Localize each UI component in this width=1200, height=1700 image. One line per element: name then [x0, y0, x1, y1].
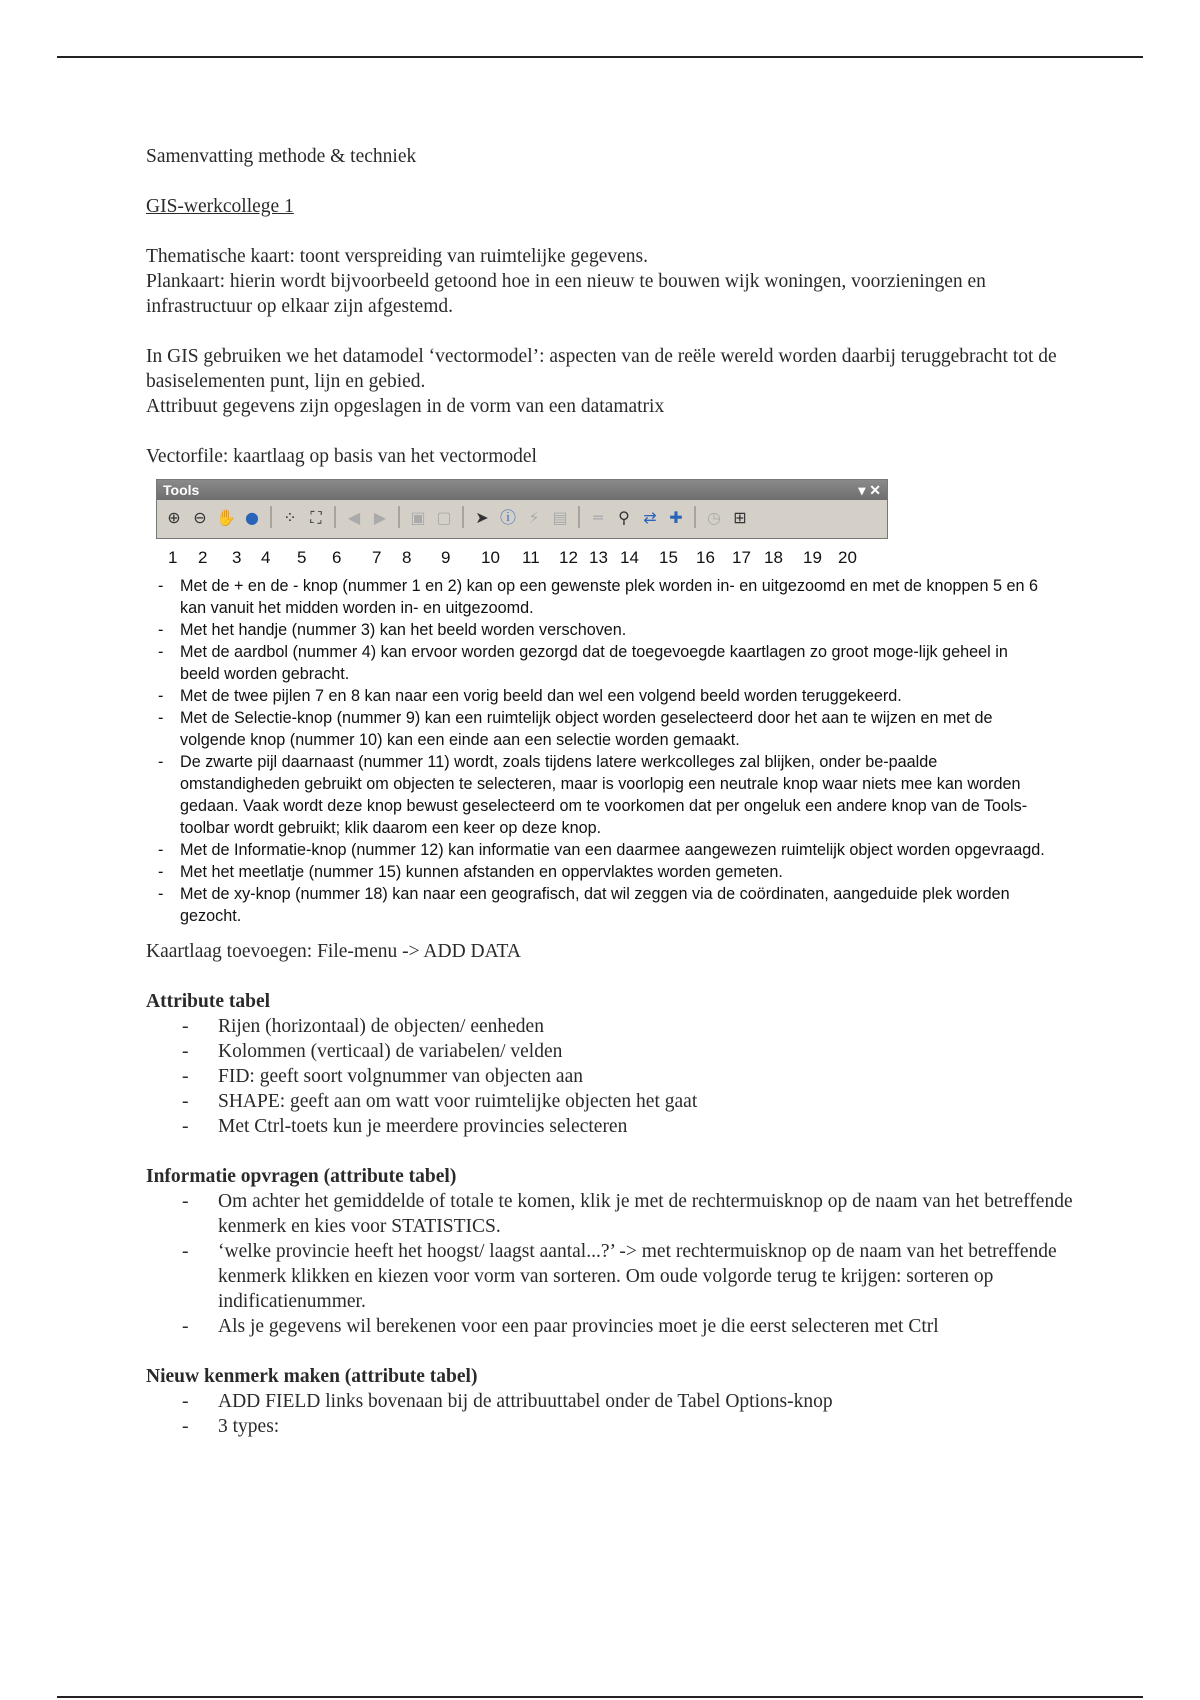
new-field-list: [146, 1389, 1076, 1439]
attribute-list: [146, 1014, 1076, 1139]
document-body: [146, 144, 1076, 1439]
toolbar-number: 18: [764, 548, 783, 567]
zoom-out-icon: ⊖: [193, 507, 207, 527]
toolbar-window-controls: ▾ ✕: [858, 482, 881, 498]
fixed-zoom-out-icon: ⛶: [310, 507, 322, 527]
toolbar-figure: [144, 479, 1045, 927]
list-item: - De zwarte pijl daarnaast (nummer 11) wordt, zoals tijdens latere werkcolleges zal blijken, onder be-paalde omstandigheden gebruikt om objecten te selecteren, maar is voorlopig een neutrale knop waar niets mee kan worden gedaan. Vaak wordt deze knop bewust geselecteerd om te voorkomen dat per ongeluk een andere knop van de Tools-toolbar wordt gebruikt; klik daarom een keer op deze knop.: [180, 751, 1050, 839]
select-elements-icon: ▣: [410, 507, 426, 527]
toolbar-buttons: [157, 500, 887, 534]
toolbar-number: 8: [402, 548, 412, 567]
document-heading: Samenvatting methode & techniek: [146, 146, 417, 167]
fixed-zoom-in-icon: ⁘: [283, 507, 297, 527]
list-item: - Om achter het gemiddelde of totale te komen, klik je met de rechtermuisknop op de naam van het betreffende kenmerk en kies voor STATISTICS.: [218, 1189, 1076, 1239]
toolbar-number: 14: [620, 548, 639, 567]
list-item: - Met het handje (nummer 3) kan het beeld worden verschoven.: [180, 619, 1050, 641]
toolbar-number: 5: [297, 548, 307, 567]
toolbar-number: 6: [332, 548, 342, 567]
section-title: GIS-werkcollege 1: [146, 196, 294, 217]
list-item: - SHAPE: geeft aan om watt voor ruimtelijke objecten het gaat: [218, 1089, 1076, 1114]
toolbar-number: 16: [696, 548, 715, 567]
toolbar-title-bar: [157, 480, 887, 500]
toolbar-number: 7: [372, 548, 382, 567]
forward-arrow-icon: ▶: [373, 507, 387, 527]
paragraph-line: Thematische kaart: toont verspreiding van ruimtelijke gegevens.: [146, 246, 648, 267]
toolbar-number: 2: [198, 548, 208, 567]
toolbar-number: 13: [589, 548, 608, 567]
list-item: - Met de xy-knop (nummer 18) kan naar een geografisch, dat wil zeggen via de coördinaten, aangeduide plek worden gezocht.: [180, 883, 1050, 927]
globe-icon: ●: [245, 507, 259, 527]
toolbar-separator: [270, 506, 272, 528]
toolbar-separator: [694, 506, 696, 528]
toolbar-separator: [398, 506, 400, 528]
toolbar-number-row: [156, 539, 1034, 569]
paragraph-line: Vectorfile: kaartlaag op basis van het vectormodel: [146, 446, 537, 467]
toolbar-number: 3: [232, 548, 242, 567]
toolbar-number: 10: [481, 548, 500, 567]
list-item: - ‘welke provincie heeft het hoogst/ laagst aantal...?’ -> met rechtermuisknop op de naam van het betreffende kenmerk klikken en kiezen voor vorm van sorteren. Om oude volgorde terug te krijgen: sorteren op indificatienummer.: [218, 1239, 1076, 1314]
toolbar-number: 11: [522, 548, 540, 567]
viewer-window-icon: ⊞: [733, 507, 747, 527]
toolbar-number: 9: [441, 548, 451, 567]
tools-toolbar: [156, 479, 888, 539]
list-item: - Als je gegevens wil berekenen voor een paar provincies moet je die eerst selecteren met Ctrl: [218, 1314, 1076, 1339]
find-icon: ⚲: [618, 507, 630, 527]
pan-hand-icon: ✋: [216, 507, 236, 527]
paragraph-line: In GIS gebruiken we het datamodel ‘vectormodel’: aspecten van de reële wereld worden daarbij teruggebracht tot de basiselementen punt, lijn en gebied.: [146, 346, 1057, 392]
hyperlink-icon: ⚡: [528, 507, 540, 527]
section-heading: Nieuw kenmerk maken (attribute tabel): [146, 1366, 478, 1387]
toolbar-number: 4: [261, 548, 271, 567]
toolbar-number: 20: [838, 548, 857, 567]
list-item: - Met de Selectie-knop (nummer 9) kan een ruimtelijk object worden geselecteerd door het aan te wijzen en met de volgende knop (nummer 10) kan een einde aan een selectie worden gemaakt.: [180, 707, 1050, 751]
list-item: - ADD FIELD links bovenaan bij de attribuuttabel onder de Tabel Options-knop: [218, 1389, 1076, 1414]
clear-selection-icon: ▢: [436, 507, 452, 527]
tool-notes-list: [144, 575, 1050, 927]
time-slider-icon: ◷: [707, 507, 721, 527]
paragraph-line: Plankaart: hierin wordt bijvoorbeeld getoond hoe in een nieuw te bouwen wijk woningen, voorzieningen en infrastructuur op elkaar zijn afgestemd.: [146, 271, 986, 317]
list-item: - 3 types:: [218, 1414, 1076, 1439]
toolbar-separator: [334, 506, 336, 528]
paragraph-line: Kaartlaag toevoegen: File-menu -> ADD DATA: [146, 941, 521, 962]
list-item: - Met het meetlatje (nummer 15) kunnen afstanden en oppervlaktes worden gemeten.: [180, 861, 1050, 883]
bottom-rule: [57, 1696, 1143, 1698]
info-list: [146, 1189, 1076, 1339]
section-heading: Attribute tabel: [146, 991, 271, 1012]
go-to-xy-icon: ✚: [669, 507, 683, 527]
toolbar-number: 15: [659, 548, 678, 567]
zoom-in-icon: ⊕: [167, 507, 181, 527]
identify-icon: ⓘ: [499, 507, 516, 527]
pointer-arrow-icon: ➤: [475, 507, 489, 527]
list-item: - Met de aardbol (nummer 4) kan ervoor worden gezorgd dat de toegevoegde kaartlagen zo groot moge-lijk geheel in beeld worden gebracht.: [180, 641, 1050, 685]
list-item: - Met de twee pijlen 7 en 8 kan naar een vorig beeld dan wel een volgend beeld worden teruggekeerd.: [180, 685, 1050, 707]
measure-icon: ═: [593, 507, 603, 527]
toolbar-separator: [578, 506, 580, 528]
list-item: - Met Ctrl-toets kun je meerdere provincies selecteren: [218, 1114, 1076, 1139]
top-rule: [57, 56, 1143, 58]
html-popup-icon: ▤: [552, 507, 568, 527]
list-item: - FID: geeft soort volgnummer van objecten aan: [218, 1064, 1076, 1089]
list-item: - Met de Informatie-knop (nummer 12) kan informatie van een daarmee aangewezen ruimtelijk object worden opgevraagd.: [180, 839, 1050, 861]
toolbar-number: 1: [168, 548, 178, 567]
toolbar-title: Tools: [163, 482, 200, 498]
list-item: - Met de + en de - knop (nummer 1 en 2) kan op een gewenste plek worden in- en uitgezoomd en met de knoppen 5 en 6 kan vanuit het midden worden in- en uitgezoomd.: [180, 575, 1050, 619]
find-route-icon: ⇄: [643, 507, 657, 527]
toolbar-separator: [462, 506, 464, 528]
paragraph-line: Attribuut gegevens zijn opgeslagen in de vorm van een datamatrix: [146, 396, 665, 417]
toolbar-number: 19: [803, 548, 822, 567]
section-heading: Informatie opvragen (attribute tabel): [146, 1166, 457, 1187]
back-arrow-icon: ◀: [347, 507, 361, 527]
list-item: - Kolommen (verticaal) de variabelen/ velden: [218, 1039, 1076, 1064]
toolbar-number: 12: [559, 548, 578, 567]
list-item: - Rijen (horizontaal) de objecten/ eenheden: [218, 1014, 1076, 1039]
toolbar-number: 17: [732, 548, 751, 567]
